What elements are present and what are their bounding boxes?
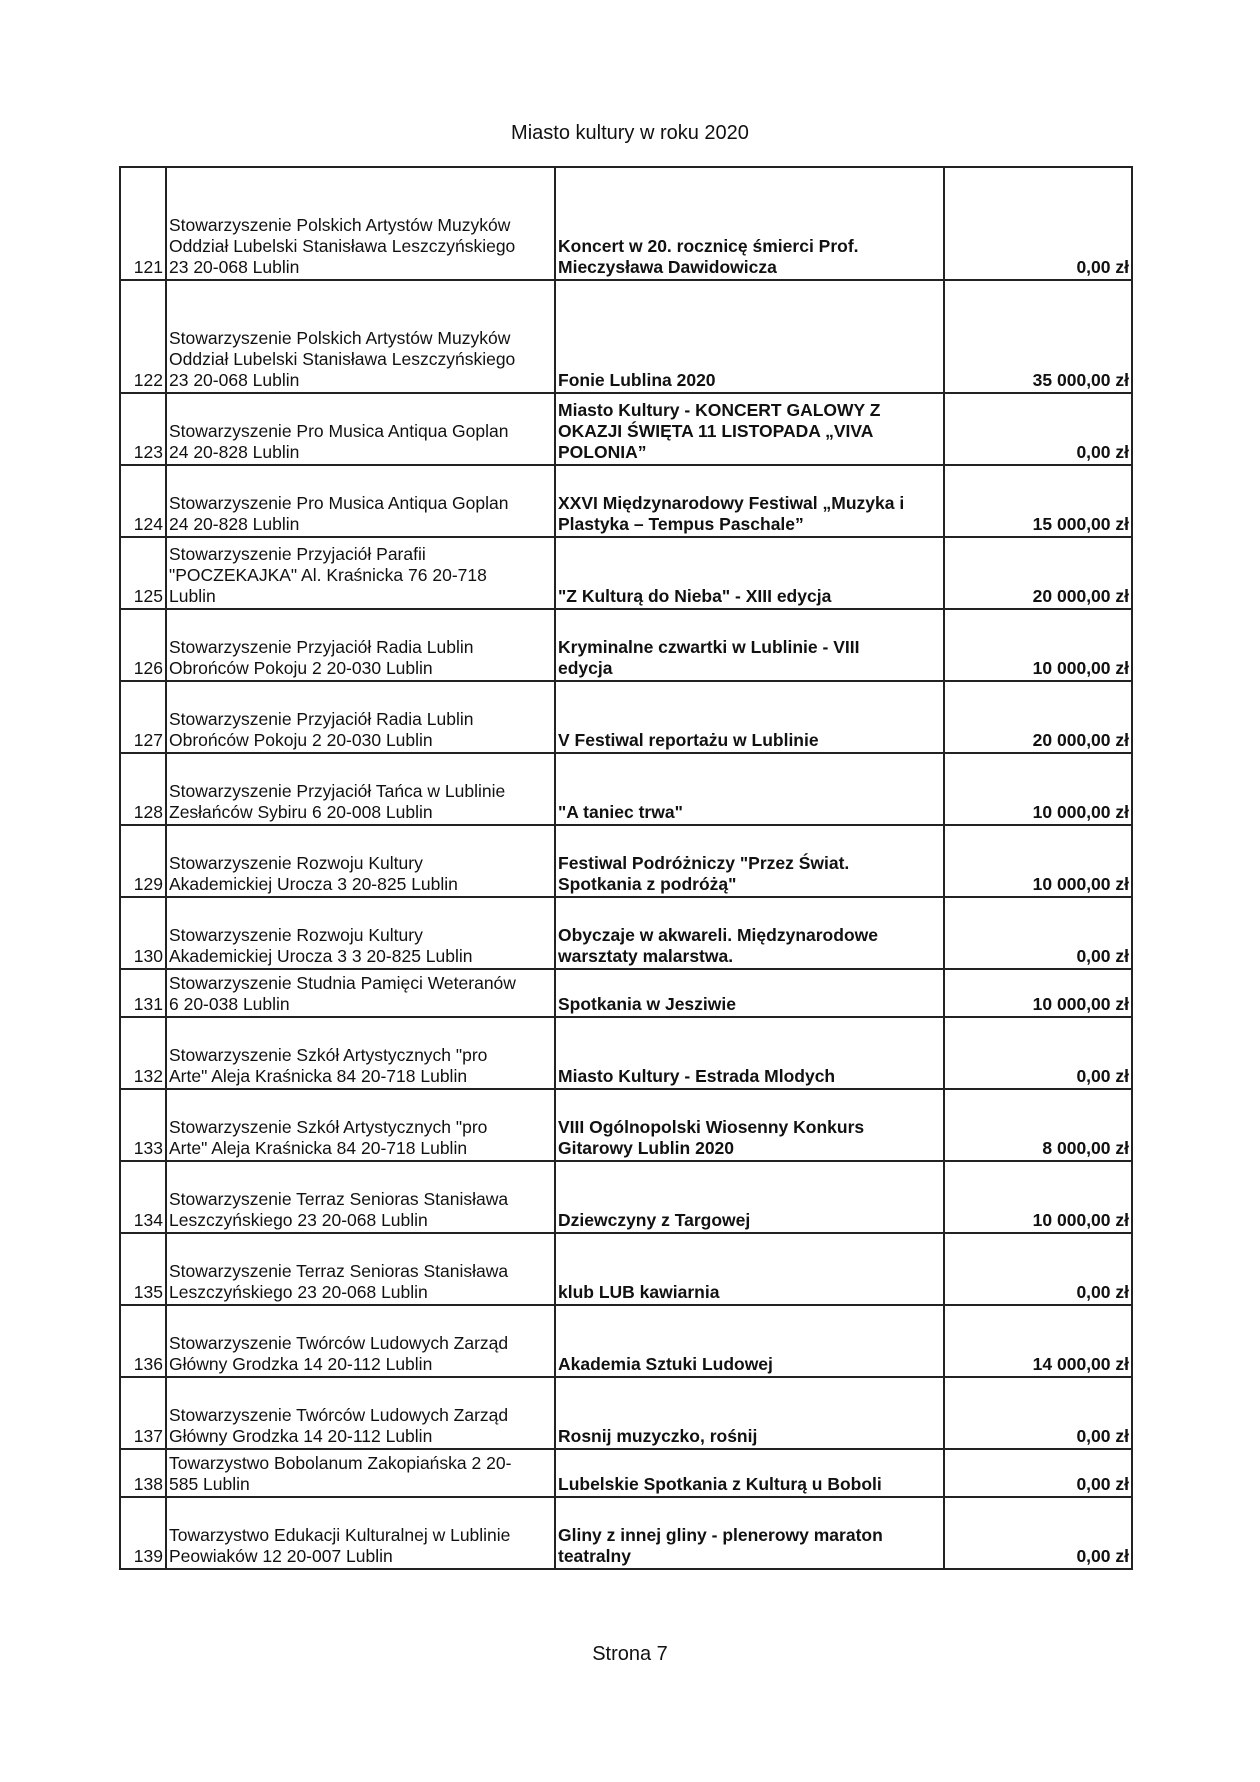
amount-cell — [944, 1089, 1132, 1161]
organization-cell — [166, 1161, 555, 1233]
task-cell-text: "A taniec trwa" — [558, 802, 683, 822]
row-number-text: 132 — [133, 1066, 163, 1086]
task-cell — [555, 167, 944, 280]
organization-cell — [166, 1233, 555, 1305]
amount-cell-text: 35 000,00 zł — [1032, 370, 1129, 390]
organization-cell — [166, 1017, 555, 1089]
organization-cell-text: Stowarzyszenie Terraz Senioras Stanisława Leszczyńskiego 23 20-068 Lublin — [169, 1261, 509, 1302]
table-row — [120, 537, 1132, 609]
amount-cell — [944, 167, 1132, 280]
row-number — [120, 1089, 166, 1161]
amount-cell-text: 0,00 zł — [1076, 1282, 1129, 1302]
row-number — [120, 825, 166, 897]
task-cell-text: Fonie Lublina 2020 — [558, 370, 716, 390]
table-row — [120, 969, 1132, 1017]
amount-cell — [944, 969, 1132, 1017]
task-cell — [555, 1089, 944, 1161]
task-cell-text: Obyczaje w akwareli. Międzynarodowe warsztaty malarstwa. — [558, 925, 878, 966]
organization-cell — [166, 681, 555, 753]
organization-cell-text: Stowarzyszenie Przyjaciół Tańca w Lublinie Zesłańców Sybiru 6 20-008 Lublin — [169, 781, 506, 822]
organization-cell — [166, 1377, 555, 1449]
table-row — [120, 465, 1132, 537]
row-number-text: 130 — [133, 946, 163, 966]
task-cell — [555, 1161, 944, 1233]
row-number-text: 127 — [133, 730, 163, 750]
task-cell-text: "Z Kulturą do Nieba" - XIII edycja — [558, 586, 832, 606]
organization-cell — [166, 1305, 555, 1377]
organization-cell-text: Stowarzyszenie Szkół Artystycznych "pro Arte" Aleja Kraśnicka 84 20-718 Lublin — [169, 1045, 488, 1086]
row-number-text: 134 — [133, 1210, 163, 1230]
organization-cell — [166, 280, 555, 393]
row-number — [120, 1161, 166, 1233]
table-row — [120, 753, 1132, 825]
amount-cell — [944, 1449, 1132, 1497]
row-number — [120, 609, 166, 681]
amount-cell-text: 0,00 zł — [1076, 1474, 1129, 1494]
task-cell — [555, 825, 944, 897]
organization-cell-text: Stowarzyszenie Pro Musica Antiqua Goplan 24 20-828 Lublin — [169, 421, 509, 462]
row-number-text: 129 — [133, 874, 163, 894]
grants-table — [119, 166, 1133, 1570]
organization-cell — [166, 609, 555, 681]
organization-cell-text: Stowarzyszenie Przyjaciół Radia Lublin Obrońców Pokoju 2 20-030 Lublin — [169, 709, 474, 750]
amount-cell — [944, 1305, 1132, 1377]
organization-cell-text: Stowarzyszenie Pro Musica Antiqua Goplan 24 20-828 Lublin — [169, 493, 509, 534]
amount-cell-text: 0,00 zł — [1076, 442, 1129, 462]
table-row — [120, 1161, 1132, 1233]
task-cell-text: Rosnij muzyczko, rośnij — [558, 1426, 758, 1446]
task-cell — [555, 1233, 944, 1305]
amount-cell — [944, 609, 1132, 681]
organization-cell-text: Stowarzyszenie Przyjaciół Radia Lublin Obrońców Pokoju 2 20-030 Lublin — [169, 637, 474, 678]
amount-cell — [944, 537, 1132, 609]
amount-cell-text: 0,00 zł — [1076, 257, 1129, 277]
task-cell — [555, 1305, 944, 1377]
task-cell-text: VIII Ogólnopolski Wiosenny Konkurs Gitarowy Lublin 2020 — [558, 1117, 865, 1158]
row-number — [120, 465, 166, 537]
table-row — [120, 1497, 1132, 1569]
amount-cell-text: 15 000,00 zł — [1032, 514, 1129, 534]
amount-cell-text: 0,00 zł — [1076, 1426, 1129, 1446]
organization-cell — [166, 1497, 555, 1569]
row-number — [120, 1233, 166, 1305]
amount-cell-text: 0,00 zł — [1076, 1066, 1129, 1086]
organization-cell-text: Stowarzyszenie Twórców Ludowych Zarząd Główny Grodzka 14 20-112 Lublin — [169, 1405, 509, 1446]
amount-cell — [944, 1377, 1132, 1449]
organization-cell — [166, 393, 555, 465]
organization-cell-text: Stowarzyszenie Przyjaciół Parafii "POCZEKAJKA" Al. Kraśnicka 76 20-718 Lublin — [169, 544, 487, 606]
table-row — [120, 1377, 1132, 1449]
organization-cell — [166, 969, 555, 1017]
amount-cell — [944, 1233, 1132, 1305]
organization-cell — [166, 1449, 555, 1497]
organization-cell-text: Stowarzyszenie Rozwoju Kultury Akademickiej Urocza 3 3 20-825 Lublin — [169, 925, 473, 966]
table-row — [120, 1305, 1132, 1377]
organization-cell-text: Stowarzyszenie Szkół Artystycznych "pro Arte" Aleja Kraśnicka 84 20-718 Lublin — [169, 1117, 488, 1158]
amount-cell-text: 10 000,00 zł — [1032, 874, 1129, 894]
table-row — [120, 393, 1132, 465]
amount-cell-text: 0,00 zł — [1076, 1546, 1129, 1566]
task-cell — [555, 465, 944, 537]
amount-cell — [944, 753, 1132, 825]
amount-cell — [944, 1017, 1132, 1089]
amount-cell — [944, 393, 1132, 465]
task-cell-text: Koncert w 20. rocznicę śmierci Prof. Mieczysława Dawidowicza — [558, 236, 859, 277]
amount-cell-text: 14 000,00 zł — [1032, 1354, 1129, 1374]
organization-cell — [166, 537, 555, 609]
row-number-text: 126 — [133, 658, 163, 678]
table-row — [120, 897, 1132, 969]
task-cell-text: klub LUB kawiarnia — [558, 1282, 720, 1302]
row-number-text: 123 — [133, 442, 163, 462]
task-cell — [555, 1377, 944, 1449]
row-number-text: 128 — [133, 802, 163, 822]
amount-cell — [944, 1497, 1132, 1569]
task-cell — [555, 1449, 944, 1497]
row-number — [120, 1017, 166, 1089]
task-cell — [555, 681, 944, 753]
task-cell-text: Gliny z innej gliny - plenerowy maraton teatralny — [558, 1525, 883, 1566]
amount-cell-text: 20 000,00 zł — [1032, 586, 1129, 606]
task-cell-text: Spotkania w Jesziwie — [558, 994, 736, 1014]
task-cell — [555, 280, 944, 393]
organization-cell-text: Stowarzyszenie Twórców Ludowych Zarząd Główny Grodzka 14 20-112 Lublin — [169, 1333, 509, 1374]
organization-cell — [166, 825, 555, 897]
amount-cell — [944, 280, 1132, 393]
row-number — [120, 1497, 166, 1569]
row-number-text: 138 — [133, 1474, 163, 1494]
table-row — [120, 609, 1132, 681]
page-title: Miasto kultury w roku 2020 — [511, 122, 749, 144]
row-number — [120, 1377, 166, 1449]
task-cell-text: Akademia Sztuki Ludowej — [558, 1354, 773, 1374]
amount-cell — [944, 465, 1132, 537]
row-number-text: 121 — [133, 257, 163, 277]
row-number-text: 122 — [133, 370, 163, 390]
row-number-text: 124 — [133, 514, 163, 534]
task-cell-text: Festiwal Podróżniczy "Przez Świat. Spotkania z podróżą" — [558, 853, 850, 894]
table-row — [120, 1089, 1132, 1161]
row-number-text: 136 — [133, 1354, 163, 1374]
organization-cell-text: Towarzystwo Edukacji Kulturalnej w Lublinie Peowiaków 12 20-007 Lublin — [169, 1525, 511, 1566]
organization-cell-text: Stowarzyszenie Terraz Senioras Stanisława Leszczyńskiego 23 20-068 Lublin — [169, 1189, 509, 1230]
task-cell-text: Lubelskie Spotkania z Kulturą u Boboli — [558, 1474, 882, 1494]
amount-cell — [944, 681, 1132, 753]
table-row — [120, 280, 1132, 393]
row-number-text: 135 — [133, 1282, 163, 1302]
organization-cell — [166, 167, 555, 280]
row-number — [120, 537, 166, 609]
task-cell — [555, 393, 944, 465]
row-number — [120, 753, 166, 825]
task-cell — [555, 609, 944, 681]
row-number — [120, 280, 166, 393]
row-number — [120, 897, 166, 969]
row-number — [120, 1449, 166, 1497]
amount-cell — [944, 897, 1132, 969]
row-number-text: 131 — [133, 994, 163, 1014]
row-number-text: 137 — [133, 1426, 163, 1446]
amount-cell — [944, 825, 1132, 897]
amount-cell — [944, 1161, 1132, 1233]
amount-cell-text: 10 000,00 zł — [1032, 802, 1129, 822]
amount-cell-text: 0,00 zł — [1076, 946, 1129, 966]
organization-cell-text: Stowarzyszenie Rozwoju Kultury Akademickiej Urocza 3 20-825 Lublin — [169, 853, 458, 894]
row-number-text: 133 — [133, 1138, 163, 1158]
row-number — [120, 167, 166, 280]
amount-cell-text: 10 000,00 zł — [1032, 994, 1129, 1014]
table-row — [120, 1449, 1132, 1497]
amount-cell-text: 8 000,00 zł — [1042, 1138, 1129, 1158]
task-cell — [555, 537, 944, 609]
organization-cell — [166, 465, 555, 537]
task-cell — [555, 969, 944, 1017]
task-cell-text: Miasto Kultury - Estrada Mlodych — [558, 1066, 836, 1086]
organization-cell — [166, 1089, 555, 1161]
organization-cell — [166, 897, 555, 969]
task-cell-text: Dziewczyny z Targowej — [558, 1210, 751, 1230]
row-number — [120, 393, 166, 465]
task-cell-text: XXVI Międzynarodowy Festiwal „Muzyka i Plastyka – Tempus Paschale” — [558, 493, 905, 534]
amount-cell-text: 10 000,00 zł — [1032, 658, 1129, 678]
row-number — [120, 969, 166, 1017]
table-row — [120, 1017, 1132, 1089]
organization-cell — [166, 753, 555, 825]
row-number-text: 139 — [133, 1546, 163, 1566]
task-cell — [555, 897, 944, 969]
grants-table-body — [120, 167, 1132, 1569]
table-row — [120, 681, 1132, 753]
task-cell-text: Kryminalne czwartki w Lublinie - VIII edycja — [558, 637, 860, 678]
organization-cell-text: Stowarzyszenie Studnia Pamięci Weteranów 6 20-038 Lublin — [169, 973, 516, 1014]
organization-cell-text: Stowarzyszenie Polskich Artystów Muzyków Oddział Lubelski Stanisława Leszczyńskiego 23 20-068 Lublin — [169, 328, 516, 390]
amount-cell-text: 10 000,00 zł — [1032, 1210, 1129, 1230]
task-cell-text: Miasto Kultury - KONCERT GALOWY Z OKAZJI ŚWIĘTA 11 LISTOPADA „VIVA POLONIA” — [558, 400, 881, 462]
table-row — [120, 167, 1132, 280]
row-number — [120, 1305, 166, 1377]
organization-cell-text: Stowarzyszenie Polskich Artystów Muzyków Oddział Lubelski Stanisława Leszczyńskiego 23 20-068 Lublin — [169, 215, 516, 277]
amount-cell-text: 20 000,00 zł — [1032, 730, 1129, 750]
task-cell — [555, 1497, 944, 1569]
task-cell-text: V Festiwal reportażu w Lublinie — [558, 730, 819, 750]
row-number — [120, 681, 166, 753]
row-number-text: 125 — [133, 586, 163, 606]
organization-cell-text: Towarzystwo Bobolanum Zakopiańska 2 20- 585 Lublin — [169, 1453, 512, 1494]
table-row — [120, 825, 1132, 897]
table-row — [120, 1233, 1132, 1305]
task-cell — [555, 753, 944, 825]
page-number: Strona 7 — [592, 1643, 668, 1665]
task-cell — [555, 1017, 944, 1089]
